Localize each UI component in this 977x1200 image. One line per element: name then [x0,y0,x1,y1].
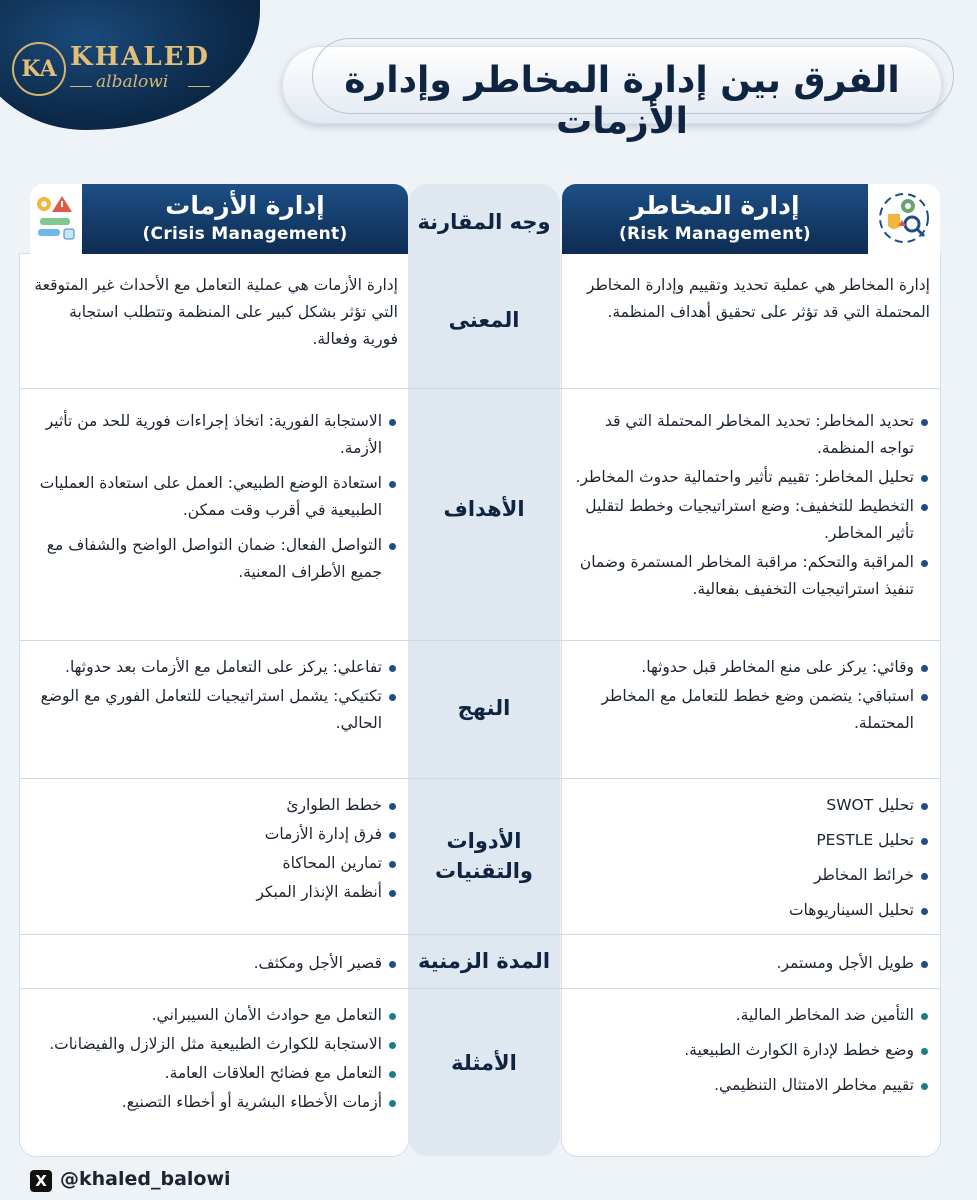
crisis-goals-cell [32,408,398,594]
crisis-meaning-text: إدارة الأزمات هي عملية التعامل مع الأحداث غير المتوقعة التي تؤثر بشكل كبير على المنظمة وتتطلب استجابة فورية وفعالة. [34,276,398,348]
list-item: الاستجابة الفورية: اتخاذ إجراءات فورية للحد من تأثير الأزمة. [32,408,398,462]
row-divider [20,388,940,389]
list-item: فرق إدارة الأزمات [32,821,398,848]
row-label-approach: النهج [457,696,511,720]
list-item: التعامل مع فضائح العلاقات العامة. [32,1060,398,1087]
list-item: تحليل السيناريوهات [572,897,930,924]
row-divider [20,640,940,641]
risk-examples-cell [572,1002,930,1107]
title-banner [282,46,942,142]
crisis-title-ar: إدارة الأزمات [165,191,325,220]
list-item: استعادة الوضع الطبيعي: العمل على استعادة العمليات الطبيعية في أقرب وقت ممكن. [32,470,398,524]
list-item: خطط الطوارئ [32,792,398,819]
list-item: قصير الأجل ومكثف. [32,950,398,977]
brand-name: KHALED [70,42,210,72]
risk-icon-box [868,184,940,254]
risk-tools-cell [572,792,930,932]
crisis-tools-cell [32,792,398,908]
list-item: أنظمة الإنذار المبكر [32,879,398,906]
social-handle[interactable]: @khaled_balowi [60,1168,231,1190]
list-item: وضع خطط لإدارة الكوارث الطبيعية. [572,1037,930,1064]
list-item: تفاعلي: يركز على التعامل مع الأزمات بعد حدوثها. [32,654,398,681]
crisis-meaning-cell [32,272,398,353]
risk-gear-magnifier-icon [868,184,940,254]
list-item: استباقي: يتضمن وضع خطط للتعامل مع المخاطر المحتملة. [572,683,930,737]
brand-subname: albalowi [96,72,169,92]
row-divider [20,934,940,935]
crisis-icon-box [30,184,82,254]
list-item: خرائط المخاطر [572,862,930,889]
row-label-goals: الأهداف [443,497,525,521]
row-label-tools-1: الأدوات [446,829,522,853]
brand-monogram: KA [12,42,66,96]
risk-duration-cell [572,950,930,985]
list-item: المراقبة والتحكم: مراقبة المخاطر المستمرة وضمان تنفيذ استراتيجيات التخفيف بفعالية. [572,549,930,603]
risk-title-ar: إدارة المخاطر [630,191,800,220]
row-divider [20,778,940,779]
row-label-tools-2: والتقنيات [435,859,533,883]
list-item: تمارين المحاكاة [32,850,398,877]
list-item: تحليل PESTLE [572,827,930,854]
page-title: الفرق بين إدارة المخاطر وإدارة الأزمات [344,60,900,142]
crisis-examples-cell [32,1002,398,1118]
crisis-approach-cell [32,654,398,739]
list-item: طويل الأجل ومستمر. [572,950,930,977]
list-item: تقييم مخاطر الامتثال التنظيمي. [572,1072,930,1099]
row-divider [20,988,940,989]
risk-approach-cell [572,654,930,739]
list-item: تكتيكي: يشمل استراتيجيات للتعامل الفوري مع الوضع الحالي. [32,683,398,737]
risk-meaning-cell [572,272,930,326]
row-label-examples: الأمثلة [451,1051,517,1075]
list-item: تحليل SWOT [572,792,930,819]
list-item: تحديد المخاطر: تحديد المخاطر المحتملة التي قد تواجه المنظمة. [572,408,930,462]
list-item: تحليل المخاطر: تقييم تأثير واحتمالية حدوث المخاطر. [572,464,930,491]
crisis-column-header [82,184,408,254]
list-item: الاستجابة للكوارث الطبيعية مثل الزلازل والفيضانات. [32,1031,398,1058]
comparison-column-title: وجه المقارنة [417,210,551,234]
crisis-duration-cell [32,950,398,985]
list-item: التأمين ضد المخاطر المالية. [572,1002,930,1029]
risk-column-header [562,184,868,254]
brand-divider-left [70,86,92,87]
list-item: أزمات الأخطاء البشرية أو أخطاء التصنيع. [32,1089,398,1116]
risk-goals-cell [572,408,930,605]
list-item: التخطيط للتخفيف: وضع استراتيجيات وخطط لتقليل تأثير المخاطر. [572,493,930,547]
list-item: التواصل الفعال: ضمان التواصل الواضح والشفاف مع جميع الأطراف المعنية. [32,532,398,586]
row-label-meaning: المعنى [448,308,520,332]
crisis-title-en: (Crisis Management) [142,224,348,244]
risk-meaning-text: إدارة المخاطر هي عملية تحديد وتقييم وإدارة المخاطر المحتملة التي قد تؤثر على تحقيق أهداف المنظمة. [586,276,930,321]
risk-title-en: (Risk Management) [618,224,812,244]
crisis-alert-flow-icon [30,184,82,254]
list-item: وقائي: يركز على منع المخاطر قبل حدوثها. [572,654,930,681]
brand-divider-right [188,86,210,87]
list-item: التعامل مع حوادث الأمان السيبراني. [32,1002,398,1029]
x-logo-icon: X [30,1170,52,1192]
row-label-duration: المدة الزمنية [417,949,551,973]
